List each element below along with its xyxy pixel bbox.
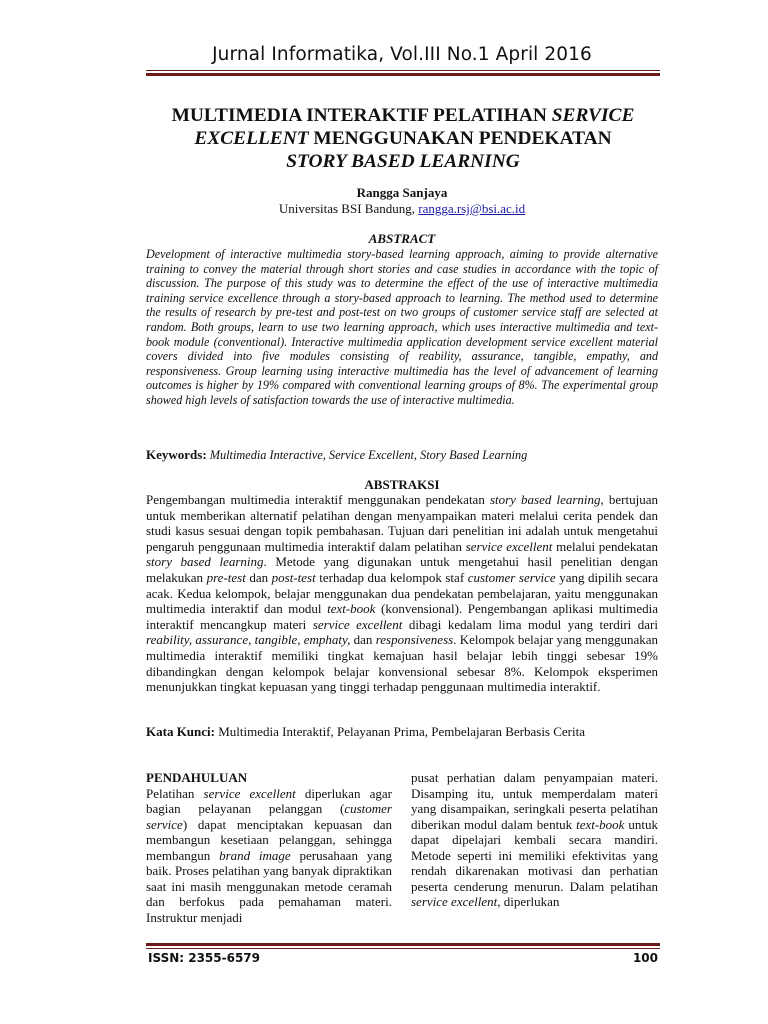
intro-text: perusahaan yang baik. Proses pelatihan yang banyak dipraktikan saat ini masih menggunakan metode ceramah dan berfokus pada pemahaman materi. Instruktur menjadi <box>146 847 392 925</box>
paper-title <box>140 104 666 173</box>
intro-column-right <box>411 770 658 910</box>
intro-text: Pelatihan <box>146 785 204 801</box>
abstraksi-text: dan <box>350 632 376 648</box>
abstract-body: Development of interactive multimedia story-based learning approach, aiming to provide alternative training to convey the material through short stories and case studies in accordance with the topic of discussion. The purpose of this study was to determine the effect of the use of interactive multimedia training service excellence through a story-based approach to learning. The method used to determine the results of research by pre-test and post-test on two groups of customer service staff are selected at random. Both groups, learn to use two learning approach, which uses interactive multimedia and text-book module (conventional). Interactive multimedia application development service excellent material covers divided into five modules consisting of reability, assurance, tangible, empathy, and responsiveness. Group learning using interactive multimedia has the level of advancement of learning outcomes is higher by 19% compared with conventional learning groups of 8%. The experimental group showed high levels of satisfaction towards the use of interactive multimedia. <box>146 247 658 407</box>
footer-rule-thick <box>146 943 660 946</box>
keywords-label: Keywords: <box>146 447 207 462</box>
abstraksi-text: , bertujuan untuk memberikan alternatif pelatihan dengan menyampaikan materi melalui cerita pendek dan studi kasus sesuai dengan topik pembahasan. Tujuan dari penelitian ini adalah untuk mengetahui pengaruh penggunaan multimedia interaktif dalam pelatihan <box>146 492 658 554</box>
intro-italic: text-book <box>576 816 625 832</box>
abstraksi-italic: story based learning <box>489 492 601 507</box>
abstraksi-text: . Kelompok belajar yang menggunakan multimedia interaktif memiliki tingkat kemajuan hasil belajar lebih tinggi sebesar 19% dibandingkan dengan kelompok belajar konvensional sebesar 8%. Kelompok eksperimen menunjukkan tingkat kepuasan yang tinggi terhadap penggunaan multimedia interaktif. <box>146 632 659 695</box>
title-line2-normal: MENGGUNAKAN PENDEKATAN <box>308 128 612 149</box>
intro-column-left <box>146 770 392 925</box>
abstraksi-text: (konvensional). Pengembangan aplikasi multimedia interaktif mencangkup materi <box>146 601 658 632</box>
abstraksi-text: melalui pendekatan <box>552 538 658 554</box>
katakunci-line <box>146 724 658 740</box>
footer-page-number: 100 <box>632 951 658 965</box>
author-name: Rangga Sanjaya <box>356 185 448 200</box>
abstraksi-italic: service excellent <box>465 538 553 554</box>
keywords-text: Multimedia Interactive, Service Excellent, Story Based Learning <box>206 448 528 462</box>
abstraksi-text: . Metode yang digunakan untuk mengetahui hasil penelitian dengan melakukan <box>146 554 658 585</box>
title-line1-italic: SERVICE <box>551 105 635 126</box>
intro-italic: service excellent <box>203 785 296 801</box>
section-heading-pendahuluan: PENDAHULUAN <box>146 770 248 785</box>
abstraksi-italic: story based learning <box>146 554 264 570</box>
footer-rule-thin <box>146 948 660 949</box>
abstract-heading: ABSTRACT <box>368 231 436 246</box>
intro-text: untuk dapat dipelajari kembali secara mandiri. Metode seperti ini memiliki efektivitas yang rendah dikarenakan motivasi dan perhatian peserta cenderung menurun. Dalam pelatihan <box>411 816 658 894</box>
abstraksi-text: dibagi kedalam lima modul yang terdiri dari <box>402 616 658 632</box>
title-line3-italic: STORY BASED LEARNING <box>286 151 520 172</box>
abstraksi-text: terhadap dua kelompok staf <box>315 569 468 585</box>
abstraksi-italic: service excellent <box>312 616 403 632</box>
abstraksi-body <box>146 492 658 695</box>
keywords-line <box>146 447 658 463</box>
intro-italic: service excellent <box>411 894 498 909</box>
intro-italic: brand image <box>219 847 291 863</box>
header-rule-thin <box>146 70 660 71</box>
header-rule-thick <box>146 73 660 76</box>
title-line2-italic: EXCELLENT <box>194 128 309 149</box>
abstraksi-italic: post-test <box>271 569 316 585</box>
intro-text: , diperlukan <box>497 894 560 909</box>
abstraksi-text: Pengembangan multimedia interaktif menggunakan pendekatan <box>146 492 490 507</box>
katakunci-text: Multimedia Interaktif, Pelayanan Prima, Pembelajaran Berbasis Cerita <box>214 724 586 739</box>
affiliation-text: Universitas BSI Bandung, <box>278 201 419 216</box>
abstraksi-text: dan <box>245 569 272 585</box>
journal-header: Jurnal Informatika, Vol.III No.1 April 2016 <box>212 44 592 65</box>
abstraksi-italic: customer service <box>467 569 556 585</box>
abstraksi-italic: text-book <box>327 601 376 617</box>
intro-text: diperlukan agar bagian pelayanan pelanggan ( <box>146 785 392 816</box>
abstraksi-heading: ABSTRAKSI <box>364 477 440 492</box>
footer-issn: ISSN: 2355-6579 <box>148 951 261 965</box>
title-line1-normal: MULTIMEDIA INTERAKTIF PELATIHAN <box>171 105 552 126</box>
abstraksi-italic: reability, assurance, tangible, emphaty, <box>146 632 351 648</box>
intro-italic: customer service <box>146 801 392 832</box>
abstraksi-italic: pre-test <box>206 569 246 585</box>
abstraksi-text: yang dipilih secara acak. Kedua kelompok, belajar menggunakan dua pendekatan pembelajaran, yaitu menggunakan multimedia interaktif dan modul <box>146 569 658 617</box>
intro-text: pusat perhatian dalam penyampaian materi. Disamping itu, untuk memperdalam materi yang disampaikan, seringkali peserta pelatihan diberikan modul dalam bentuk <box>411 770 658 832</box>
abstraksi-italic: responsiveness <box>375 632 454 648</box>
author-email-link[interactable]: rangga.rsj@bsi.ac.id <box>418 201 526 216</box>
katakunci-label: Kata Kunci: <box>146 724 215 739</box>
author-affiliation <box>146 201 658 217</box>
intro-text: ) dapat menciptakan kepuasan dan membangun kesetiaan pelanggan, sehingga membangun <box>146 816 392 863</box>
